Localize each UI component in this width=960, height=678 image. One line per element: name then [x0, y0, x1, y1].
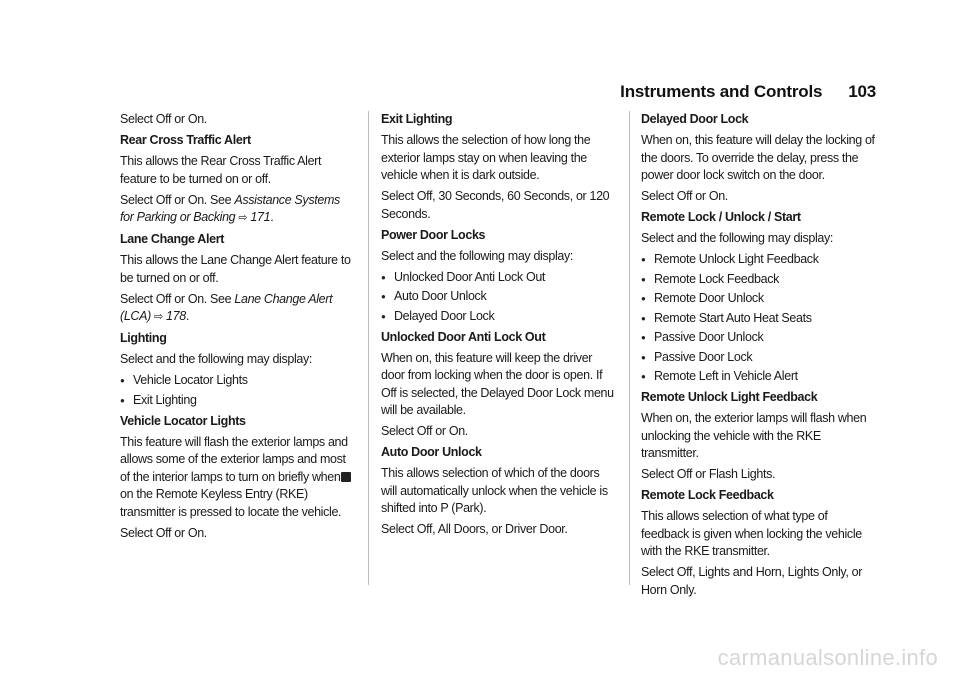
heading-remote-lock-unlock-start: Remote Lock / Unlock / Start	[641, 210, 801, 224]
page-number: 103	[848, 82, 876, 101]
paragraph: This allows selection of which of the doors will automatically unlock when the vehicle is shifted into P (Park).	[381, 466, 608, 515]
paragraph: This allows the Lane Change Alert feature to be turned on or off.	[120, 253, 351, 285]
paragraph: When on, this feature will delay the locking of the doors. To override the delay, press the power door lock switch on the door.	[641, 133, 875, 182]
paragraph-with-xref	[120, 291, 356, 327]
heading-rear-cross-traffic-alert: Rear Cross Traffic Alert	[120, 133, 251, 147]
text: Select Off or On. See	[120, 192, 235, 207]
list-item: ● Remote Unlock Light Feedback	[641, 251, 877, 269]
page-header	[620, 82, 876, 102]
heading-auto-door-unlock: Auto Door Unlock	[381, 445, 482, 459]
heading-vehicle-locator-lights: Vehicle Locator Lights	[120, 413, 246, 428]
paragraph: This allows selection of what type of feedback is given when locking the vehicle with the RKE transmitter.	[641, 509, 862, 558]
paragraph: Select Off or On.	[641, 189, 728, 203]
paragraph: When on, the exterior lamps will flash when unlocking the vehicle with the RKE transmitter.	[641, 411, 867, 460]
paragraph: When on, this feature will keep the driver door from locking when the door is open. If Off is selected, the Delayed Door Lock menu will be available.	[381, 350, 614, 417]
text: .	[270, 210, 274, 224]
xref-page-link[interactable]: 171	[250, 210, 271, 224]
paragraph-with-xref	[120, 192, 356, 228]
paragraph: Select Off, 30 Seconds, 60 Seconds, or 120 Seconds.	[381, 189, 610, 221]
heading-unlocked-door-anti-lock-out: Unlocked Door Anti Lock Out	[381, 329, 546, 344]
heading-delayed-door-lock: Delayed Door Lock	[641, 112, 749, 126]
list-item: ● Remote Door Unlock	[641, 290, 877, 308]
list-item: ● Auto Door Unlock	[381, 288, 617, 306]
heading-exit-lighting: Exit Lighting	[381, 112, 453, 126]
list-item: ● Passive Door Unlock	[641, 329, 877, 347]
paragraph: Select Off or On.	[120, 112, 207, 126]
heading-remote-unlock-light-feedback: Remote Unlock Light Feedback	[641, 390, 818, 404]
bullet-list	[381, 269, 617, 326]
list-item: ● Remote Lock Feedback	[641, 271, 877, 289]
paragraph: Select Off or On.	[381, 424, 468, 438]
xref-page-link[interactable]: 178	[166, 309, 186, 323]
paragraph: Select Off, Lights and Horn, Lights Only, or Horn Only.	[641, 565, 863, 597]
xref-link-lane-change-alert[interactable]: Lane Change Alert (LCA)	[120, 291, 333, 323]
paragraph: Select and the following may display:	[641, 231, 834, 245]
column-divider	[368, 111, 369, 585]
section-title: Instruments and Controls	[620, 82, 823, 101]
paragraph: Select Off or Flash Lights.	[641, 467, 776, 481]
rke-panic-button-icon	[341, 472, 351, 482]
heading-lighting: Lighting	[120, 331, 167, 345]
list-item: ● Exit Lighting	[120, 392, 356, 410]
cross-reference-arrow-icon: ⇨	[154, 311, 163, 323]
list-item: ● Unlocked Door Anti Lock Out	[381, 269, 617, 287]
text: on the Remote Keyless Entry (RKE) transmitter is pressed to locate the vehicle.	[120, 487, 342, 519]
heading-remote-lock-feedback: Remote Lock Feedback	[641, 488, 774, 502]
cross-reference-arrow-icon: ⇨	[238, 212, 248, 224]
column-3	[641, 111, 877, 603]
column-2	[381, 111, 617, 542]
bullet-list	[641, 251, 877, 386]
paragraph: Select Off or On.	[120, 525, 207, 540]
paragraph: Select Off, All Doors, or Driver Door.	[381, 522, 568, 536]
list-item: ● Delayed Door Lock	[381, 308, 617, 326]
bullet-list	[120, 372, 356, 409]
list-item: ● Remote Start Auto Heat Seats	[641, 310, 877, 328]
paragraph: Select and the following may display:	[120, 352, 313, 366]
text: .	[185, 309, 189, 323]
heading-power-door-locks: Power Door Locks	[381, 227, 486, 242]
list-item: ● Remote Left in Vehicle Alert	[641, 368, 877, 386]
xref-link-assistance-systems[interactable]: Assistance Systems for Parking or Backing	[120, 192, 340, 224]
heading-lane-change-alert: Lane Change Alert	[120, 232, 225, 246]
list-item: ● Passive Door Lock	[641, 349, 877, 367]
paragraph: This allows the Rear Cross Traffic Alert feature to be turned on or off.	[120, 154, 322, 186]
paragraph: This allows the selection of how long the exterior lamps stay on when leaving the vehicle when it is dark outside.	[381, 133, 591, 182]
paragraph: Select and the following may display:	[381, 248, 574, 263]
list-item: ● Vehicle Locator Lights	[120, 372, 356, 390]
column-divider	[629, 111, 630, 585]
column-1	[120, 111, 356, 546]
watermark: carmanualsonline.info	[717, 645, 938, 670]
text: This feature will flash the exterior lamps and allows some of the exterior lamps and most of the interior lamps to turn on briefly when	[120, 434, 348, 484]
text: Select Off or On. See	[120, 291, 235, 306]
paragraph-with-icon	[120, 434, 356, 522]
